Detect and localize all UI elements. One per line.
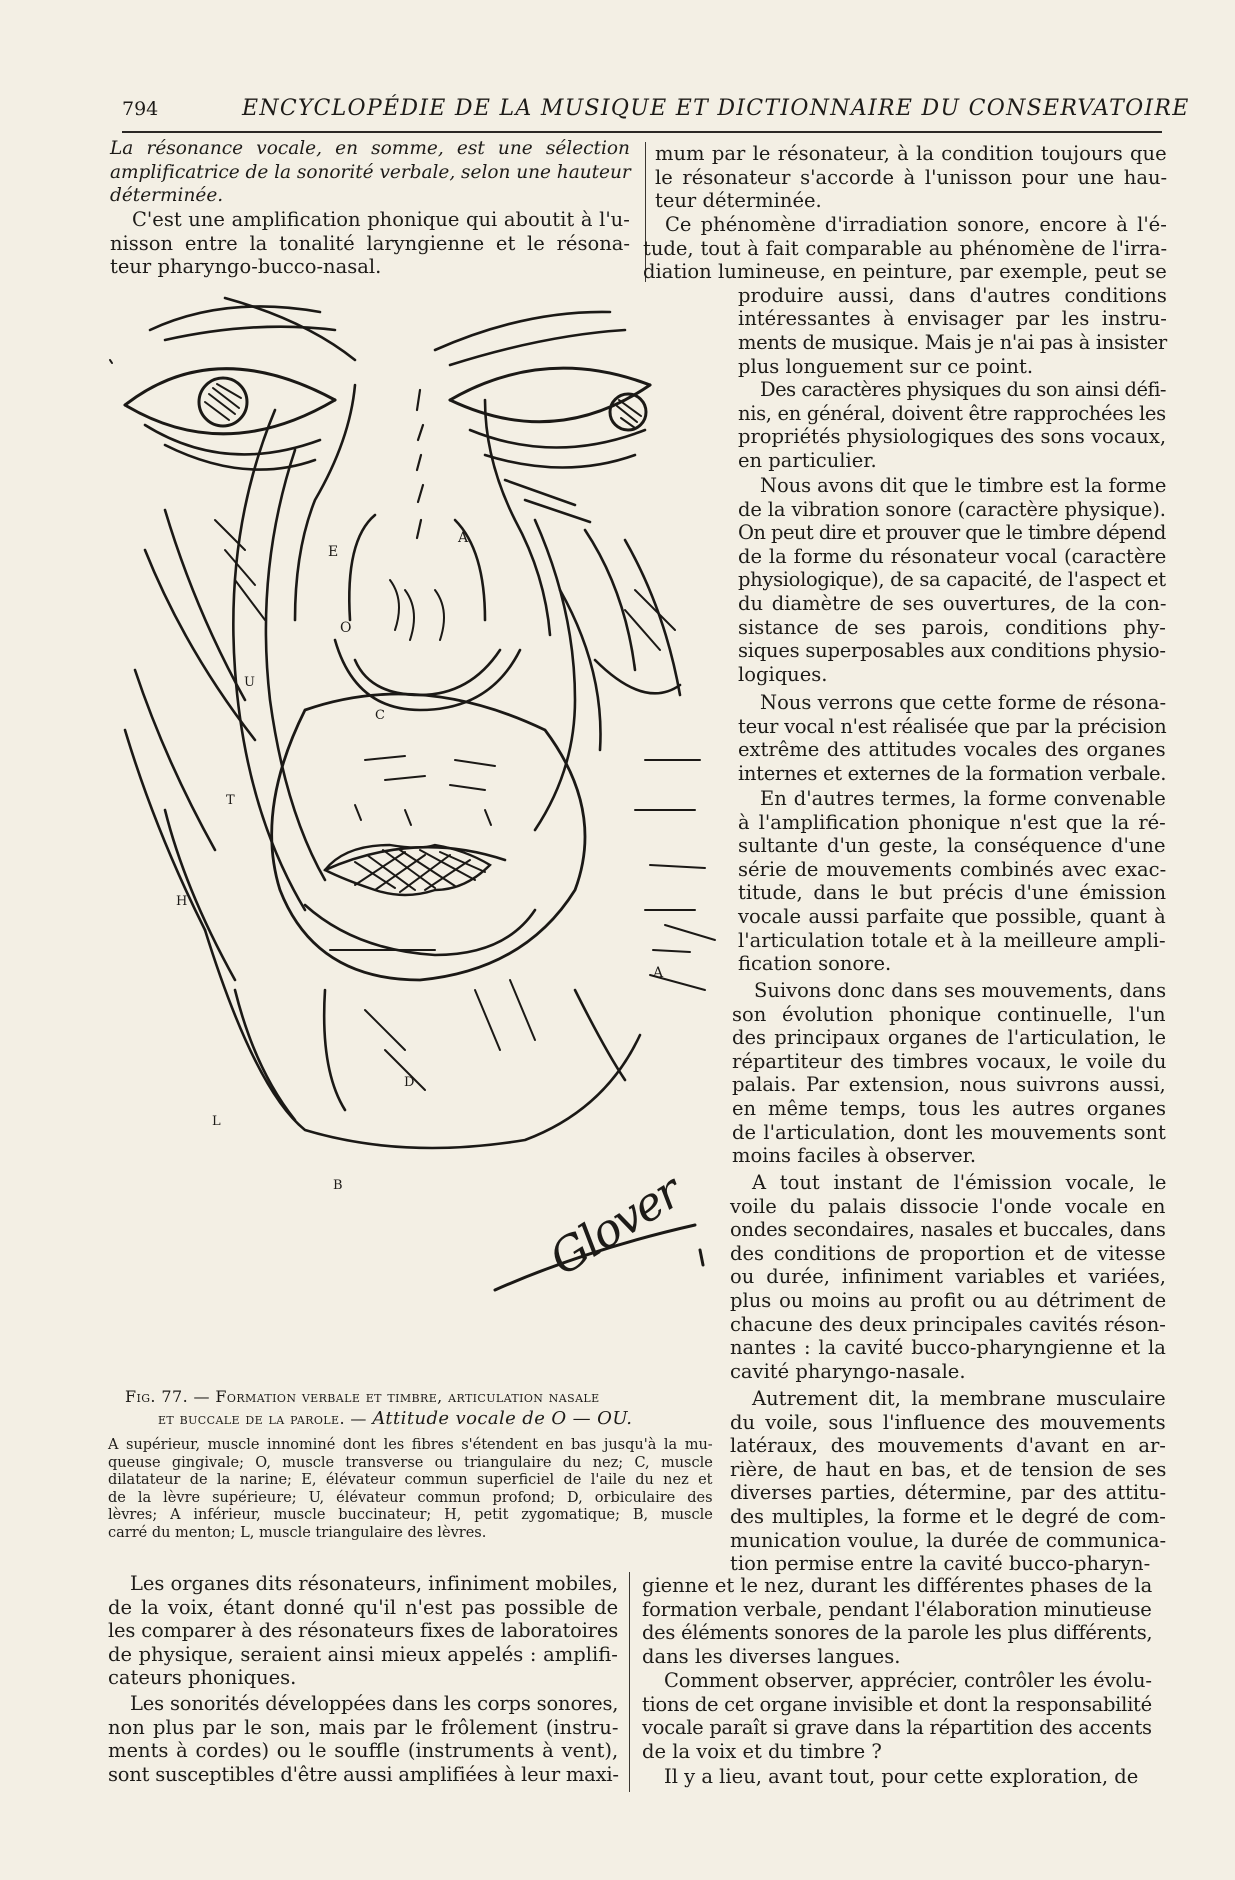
text-line: Comment observer, apprécier, contrôler les évolu- [664,1669,1152,1692]
caption-italic: Attitude vocale de O — OU. [372,1408,633,1429]
text-line: de physique, seraient ainsi mieux appelés : amplifi- [108,1642,618,1666]
right-paragraph-9 [730,1387,1166,1576]
text-line: teur pharyngo-bucco-nasal. [110,255,382,279]
text-line: ondes secondaires, nasales et buccales, dans [730,1218,1166,1242]
right-bottom-paragraph-1 [642,1574,1152,1668]
figure-label-h: H [176,894,188,909]
text-line: On peut dire et prouver que le timbre dépend [738,521,1166,545]
text-line: vocale aussi parfaite que possible, quant à [738,904,1166,928]
text-line: des multiples, la forme et le degré de com- [730,1504,1166,1528]
right-paragraph-2 [643,213,1167,378]
text-line: En d'autres termes, la forme convenable [760,787,1166,810]
text-line: en particulier. [738,448,877,472]
left-bottom-paragraph-2 [108,1692,618,1786]
text-line: Il y a lieu, avant tout, pour cette exploration, de [664,1765,1139,1788]
text-line: des principaux organes de l'articulation, le [732,1026,1167,1050]
text-line: nisson entre la tonalité laryngienne et le résona- [110,231,630,255]
text-line: non plus par le son, mais par le frôlement (instru- [108,1715,619,1739]
text-line: nis, en général, doivent être rapprochées les [738,401,1166,425]
text-line: ments à cordes) ou le souffle (instruments à vent), [108,1739,619,1763]
figure-label-o: O [340,620,352,636]
text-line: formation verbale, pendant l'élaboration minutieuse [642,1597,1152,1621]
text-line: série de mouvements combinés avec exac- [738,857,1167,881]
text-line: répartiteur des timbres vocaux, le voile du [732,1049,1167,1073]
text-line: de la voix et du timbre ? [642,1739,882,1763]
text-line: des conditions de proportion et de vitesse [730,1241,1166,1265]
text-line: Les sonorités développées dans les corps sonores, [130,1692,619,1715]
text-line: lèvres; A inférieur, muscle buccinateur; H, petit zygomatique; B, muscle [108,1507,713,1523]
text-line: l'articulation totale et à la meilleure ampli- [738,928,1166,952]
figure-legend [108,1437,713,1542]
text-line: déterminée. [110,185,224,207]
figure-label-t: T [226,793,235,808]
figure-label-a-upper: A [458,530,469,546]
text-line: Des caractères physiques du son ainsi défi- [760,378,1167,401]
text-line: de l'articulation, dont les mouvements sont [732,1120,1166,1144]
figure-label-l: L [212,1114,221,1129]
figure-label-d: D [404,1075,415,1090]
text-line: munication voulue, la durée de communica- [730,1528,1167,1552]
text-line: palais. Par extension, nous suivrons aussi, [732,1073,1166,1097]
text-line: plus longuement sur ce point. [738,354,1034,378]
text-line: dilatateur de la narine; E, élévateur commun superficiel de l'aile du nez et [108,1472,713,1488]
figure-label-c: C [375,708,385,723]
text-line: cavité pharyngo-nasale. [730,1359,966,1383]
figure-label-a-lower: A [653,965,664,981]
figure-caption-line-2 [158,1408,632,1429]
text-line: internes et externes de la formation verbale. [738,761,1167,785]
text-line: de la vibration sonore (caractère physique). [738,497,1166,521]
text-line: amplificatrice de la sonorité verbale, selon une hauteur [110,161,631,183]
text-line: diverses parties, détermine, par des attitu- [730,1481,1167,1505]
column-rule-bottom [629,1572,630,1792]
right-bottom-paragraph-3 [642,1765,1152,1789]
text-line: vocale paraît si grave dans la répartition des accents [642,1716,1152,1740]
text-line: latéraux, des mouvements d'avant en ar- [730,1434,1166,1458]
text-line: tions de cet organe invisible et dont la responsabilité [642,1692,1152,1716]
text-line: tion permise entre la cavité bucco-pharyn- [730,1552,1151,1576]
right-paragraph-7 [732,979,1166,1168]
text-line: Suivons donc dans ses mouvements, dans [754,979,1167,1002]
right-bottom-paragraph-2 [642,1669,1152,1763]
text-line: à l'amplification phonique n'est que la ré- [738,810,1166,834]
right-paragraph-6 [738,787,1166,976]
text-line: mum par le résonateur, à la condition toujours que [655,142,1167,165]
text-line: intéressantes à envisager par les instru- [738,307,1167,331]
text-line: carré du menton; L, muscle triangulaire des lèvres. [108,1524,487,1541]
text-line: teur déterminée. [655,189,822,213]
text-line: Nous verrons que cette forme de résona- [760,691,1167,714]
text-line: titude, dans le but précis d'une émission [738,881,1167,905]
text-line: logiques. [738,662,828,686]
right-paragraph-5 [738,691,1166,785]
text-line: Nous avons dit que le timbre est la forme [760,474,1167,497]
figure-label-u: U [244,675,255,690]
text-line: des éléments sonores de la parole les plus différents, [642,1621,1153,1645]
right-paragraph-4 [738,474,1166,686]
text-line: de la forme du résonateur vocal (caractère [738,544,1167,568]
text-line: rière, de haut en bas, et de tension de ses [730,1457,1167,1481]
text-line: A tout instant de l'émission vocale, le [752,1171,1167,1194]
figure-label-e: E [328,544,339,560]
text-line: siques superposables aux conditions physio- [738,639,1166,663]
text-line: queuse gingivale; O, muscle transverse ou triangulaire du nez; C, muscle [108,1454,713,1471]
page-number: 794 [122,98,159,120]
left-paragraph-1 [110,137,630,208]
caption-roman: et buccale de la parole. — [158,1409,373,1428]
text-line: du voile, sous l'influence des mouvements [730,1410,1166,1434]
text-line: sistance de ses parois, conditions phy- [738,615,1166,639]
text-line: A supérieur, muscle innominé dont les fibres s'étendent en bas jusqu'à la mu- [108,1437,713,1453]
text-line: extrême des attitudes vocales des organes [738,738,1166,762]
running-title: ENCYCLOPÉDIE DE LA MUSIQUE ET DICTIONNAIRE DU CONSERVATOIRE [242,96,1190,121]
text-line: du diamètre de ses ouvertures, de la con- [738,591,1167,615]
text-line: gienne et le nez, durant les différentes phases de la [642,1574,1153,1597]
figure-caption-line-1: Fig. 77. — Formation verbale et timbre, articulation nasale [125,1387,600,1406]
artist-signature: Glover [540,1164,690,1286]
figure-label-b: B [333,1178,343,1193]
text-line: teur vocal n'est réalisée que par la précision [738,714,1167,738]
text-line: diation lumineuse, en peinture, par exemple, peut se [643,260,1167,284]
text-line: de la lèvre supérieure; U, élévateur commun profond; D, orbiculaire des [108,1489,713,1506]
text-line: sont susceptibles d'être aussi amplifiées à leur maxi- [108,1762,619,1786]
text-line: les comparer à des résonateurs fixes de laboratoires [108,1619,619,1643]
text-line: fication sonore. [738,952,892,976]
text-line: dans les diverses langues. [642,1644,901,1668]
text-line: ou durée, infiniment variables et variées, [730,1265,1166,1289]
text-line: nantes : la cavité bucco-pharyngienne et la [730,1336,1166,1360]
right-paragraph-8 [730,1171,1166,1383]
text-line: en même temps, tous les autres organes [732,1096,1166,1120]
left-bottom-paragraph-1 [108,1572,618,1690]
text-line: chacune des deux principales cavités réson- [730,1312,1166,1336]
text-line: de la voix, étant donné qu'il n'est pas possible de [108,1595,619,1619]
text-line: moins faciles à observer. [732,1144,977,1168]
text-line: son évolution phonique continuelle, l'un [732,1002,1166,1026]
text-line: Ce phénomène d'irradiation sonore, encore à l'é- [665,213,1167,236]
text-line: propriétés physiologiques des sons vocaux, [738,425,1167,449]
text-line: physiologique), de sa capacité, de l'aspect et [738,568,1166,592]
text-line: produire aussi, dans d'autres conditions [738,283,1167,307]
text-line: Autrement dit, la membrane musculaire [752,1387,1166,1410]
text-line: voile du palais dissocie l'onde vocale en [730,1194,1166,1218]
left-paragraph-2 [110,208,630,279]
text-line: La résonance vocale, en somme, est une sélection [110,138,630,159]
text-line: plus ou moins au profit ou au détriment de [730,1288,1167,1312]
right-paragraph-3 [738,378,1166,472]
text-line: tude, tout à fait comparable au phénomène de l'irra- [643,236,1168,260]
text-line: Les organes dits résonateurs, infiniment mobiles, [130,1572,618,1595]
text-line: C'est une amplification phonique qui aboutit à l'u- [132,208,630,231]
text-line: le résonateur s'accorde à l'unisson pour une hau- [655,165,1168,189]
right-paragraph-1 [655,142,1167,213]
header-rule [122,131,1162,133]
text-line: sultante d'un geste, la conséquence d'une [738,834,1166,858]
text-line: cateurs phoniques. [108,1666,297,1690]
text-line: ments de musique. Mais je n'ai pas à insister [738,330,1167,354]
